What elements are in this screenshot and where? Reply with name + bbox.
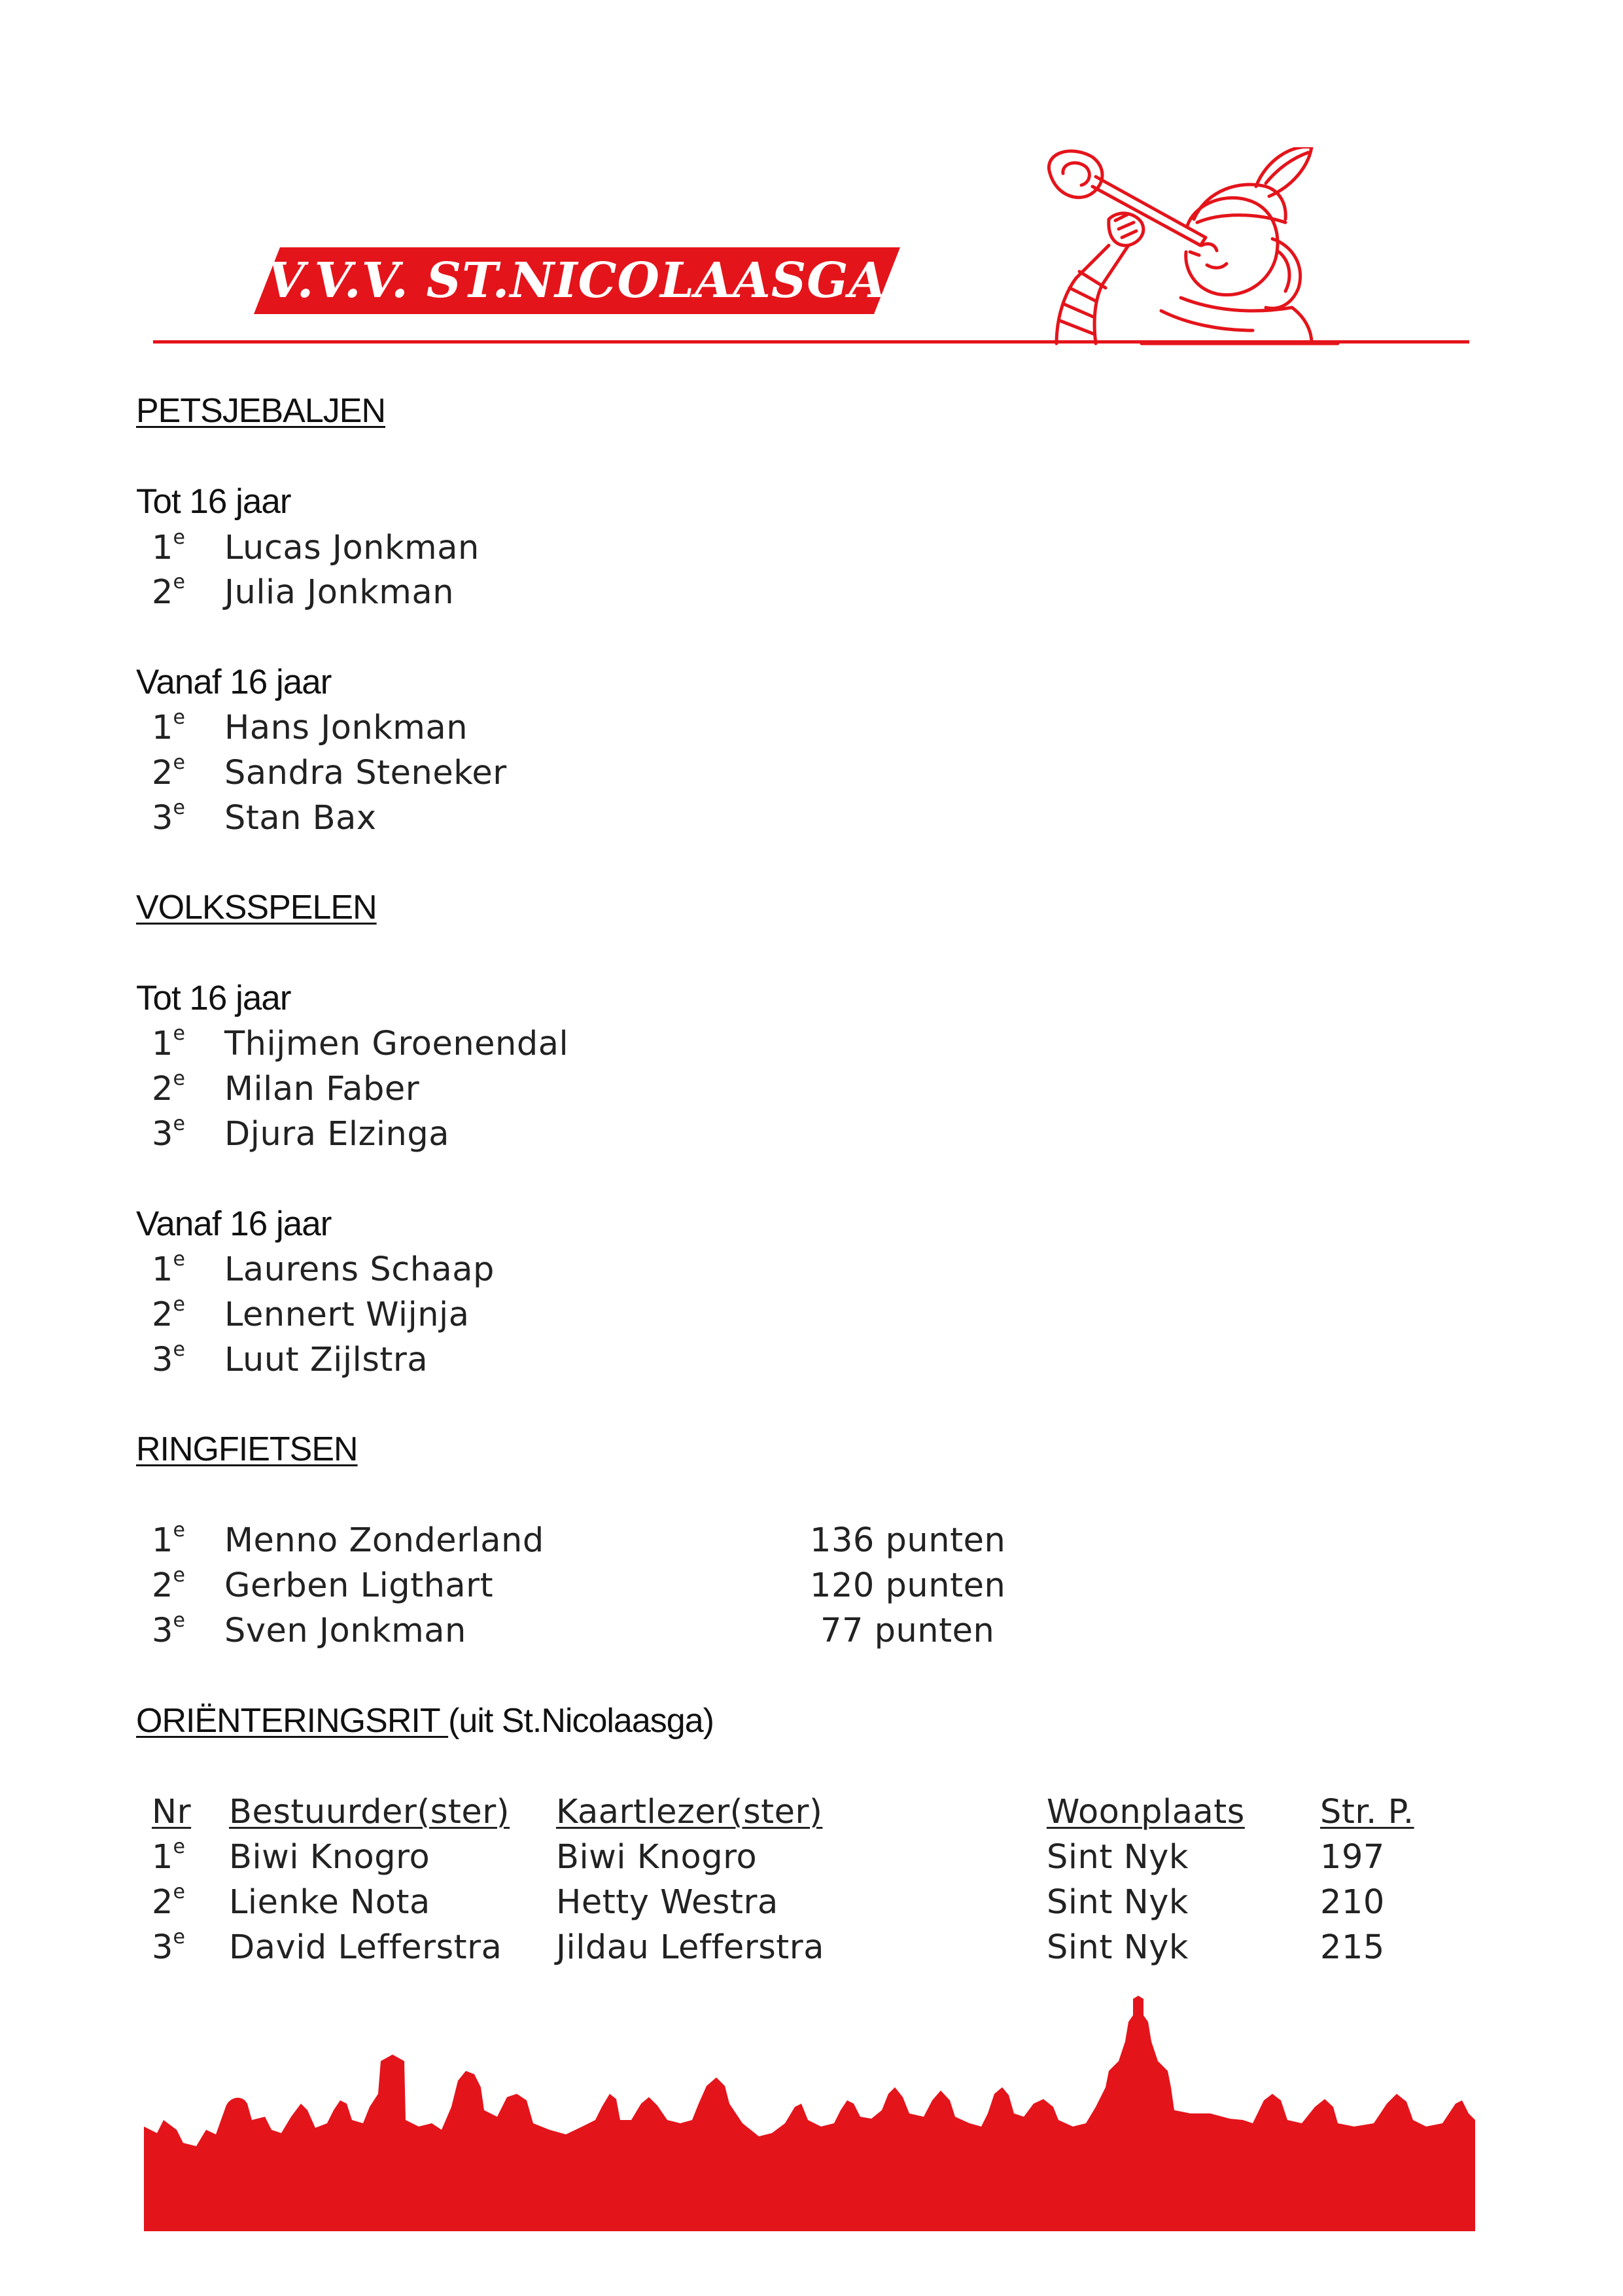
section-heading-suffix: (uit St.Nicolaasga) [448, 1702, 714, 1740]
rank-number: 3e [152, 1609, 185, 1650]
participant-name: Gerben Ligthart [224, 1566, 494, 1605]
rank-number: 3e [152, 1926, 185, 1967]
rank-number: 1e [152, 706, 185, 747]
rank-number: 1e [152, 1519, 185, 1560]
organization-logo: V.V.V. ST.NICOLAASGA [267, 253, 887, 309]
place: Sint Nyk [1047, 1928, 1189, 1967]
rank-number: 2e [152, 1067, 185, 1108]
driver-name: Biwi Knogro [229, 1838, 430, 1877]
section-heading-petsjebaljen: PETSJEBALJEN [136, 392, 386, 430]
score: 120 punten [810, 1566, 1006, 1605]
column-header-nr: Nr [152, 1793, 192, 1831]
participant-name: Luut Zijlstra [224, 1341, 428, 1379]
group-label: Tot 16 jaar [136, 979, 291, 1017]
rank-number: 1e [152, 1022, 185, 1063]
group-label: Vanaf 16 jaar [136, 663, 332, 701]
participant-name: Djura Elzinga [224, 1115, 449, 1154]
place: Sint Nyk [1047, 1883, 1189, 1922]
rank-number: 1e [152, 1835, 185, 1877]
participant-name: Lennert Wijnja [224, 1296, 470, 1334]
penalty-points: 210 [1320, 1883, 1385, 1922]
rank-number: 2e [152, 751, 185, 792]
column-header-place: Woonplaats [1047, 1793, 1245, 1831]
section-heading-ringfietsen: RINGFIETSEN [136, 1430, 358, 1468]
participant-name: Laurens Schaap [224, 1250, 495, 1289]
participant-name: Sandra Steneker [224, 754, 507, 792]
section-heading-title: ORIËNTERINGSRIT [136, 1702, 449, 1740]
section-heading-orienteringsrit [136, 1701, 714, 1740]
participant-name: Julia Jonkman [224, 573, 455, 612]
group-label: Tot 16 jaar [136, 482, 291, 521]
rank-number: 2e [152, 571, 185, 612]
rank-number: 2e [152, 1881, 185, 1922]
rank-number: 3e [152, 796, 185, 838]
place: Sint Nyk [1047, 1838, 1189, 1877]
village-skyline-illustration [144, 1989, 1475, 2231]
participant-name: Stan Bax [224, 799, 377, 838]
driver-name: Lienke Nota [229, 1883, 430, 1922]
herald-trumpeter-illustration [1030, 147, 1370, 347]
column-header-points: Str. P. [1320, 1793, 1414, 1831]
participant-name: Milan Faber [224, 1070, 420, 1108]
participant-name: Menno Zonderland [224, 1521, 544, 1560]
driver-name: David Lefferstra [229, 1928, 502, 1967]
navigator-name: Hetty Westra [556, 1883, 778, 1922]
group-label: Vanaf 16 jaar [136, 1205, 332, 1243]
participant-name: Hans Jonkman [224, 709, 468, 747]
navigator-name: Biwi Knogro [556, 1838, 758, 1877]
section-heading-volksspelen: VOLKSSPELEN [136, 889, 377, 927]
navigator-name: Jildau Lefferstra [556, 1928, 824, 1967]
participant-name: Sven Jonkman [224, 1612, 466, 1650]
participant-name: Thijmen Groenendal [224, 1025, 569, 1063]
participant-name: Lucas Jonkman [224, 529, 480, 567]
column-header-driver: Bestuurder(ster) [229, 1793, 510, 1831]
score: 136 punten [810, 1521, 1006, 1560]
penalty-points: 197 [1320, 1838, 1385, 1877]
penalty-points: 215 [1320, 1928, 1385, 1967]
rank-number: 1e [152, 1248, 185, 1289]
rank-number: 2e [152, 1293, 185, 1334]
rank-number: 2e [152, 1564, 185, 1605]
column-header-navigator: Kaartlezer(ster) [556, 1793, 823, 1831]
rank-number: 3e [152, 1338, 185, 1379]
rank-number: 3e [152, 1112, 185, 1154]
score: 77 punten [820, 1612, 995, 1650]
rank-number: 1e [152, 526, 185, 567]
